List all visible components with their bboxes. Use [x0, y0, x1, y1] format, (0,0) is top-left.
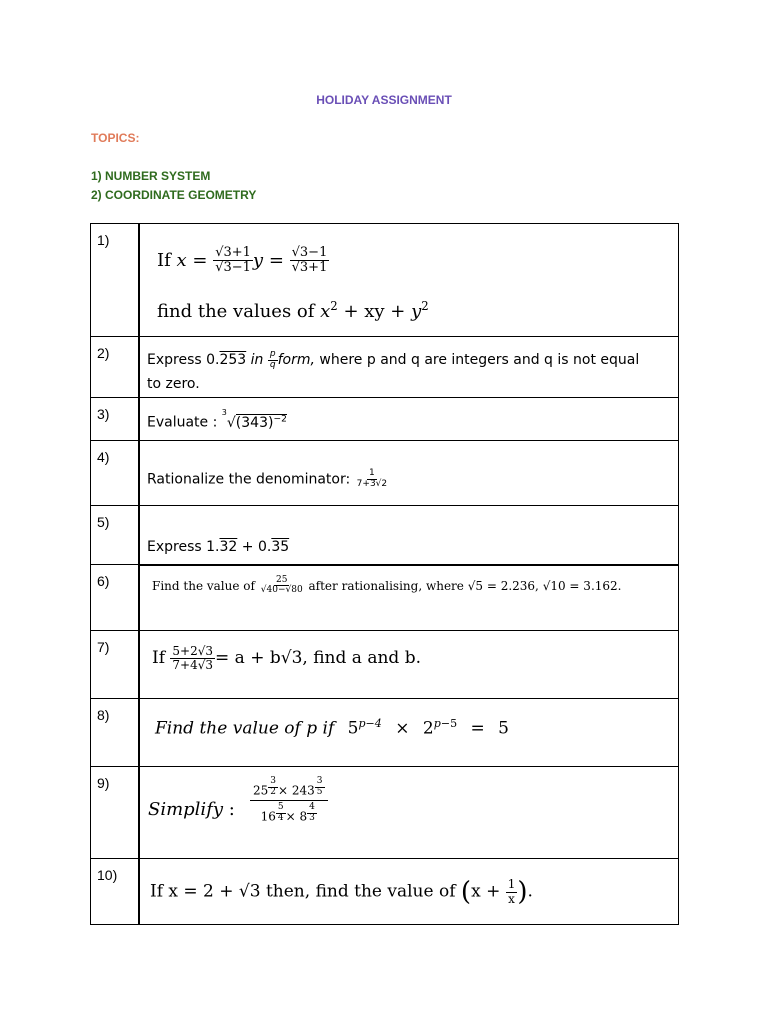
question-number: 9): [91, 767, 140, 859]
topic-2: 2) COORDINATE GEOMETRY: [91, 188, 257, 202]
q5-plus: + 0.: [237, 539, 272, 555]
q7-if: If: [152, 648, 166, 669]
q7-equation: = a + b√3,: [215, 648, 308, 669]
q1-find-text: find the values of: [157, 301, 315, 322]
q2-q: q: [269, 359, 276, 370]
question-number: 8): [91, 699, 140, 767]
q6-text: Find the value of: [152, 578, 255, 593]
q1-if: If: [157, 249, 171, 271]
question-number: 4): [91, 441, 140, 506]
topics-label: TOPICS:: [91, 131, 140, 145]
q2-form: form,: [277, 352, 315, 368]
q10-text: If x = 2 + √3 then, find the value of: [150, 881, 456, 902]
question-row-5: [91, 506, 679, 565]
q5-repeating-1: 32: [219, 539, 238, 555]
question-row-3: [91, 398, 679, 441]
q8-text: Find the value of p if: [155, 718, 335, 739]
q7-numerator: 5+2√3: [172, 644, 214, 658]
q7-rest: find a and b.: [313, 648, 421, 669]
q6-condition-1: √5 = 2.236,: [467, 578, 539, 593]
question-row-7: [91, 631, 679, 699]
q3-index: 3: [221, 408, 227, 417]
question-row-6: [91, 565, 679, 631]
question-content: If x = $\frac{√3+1}{√3-1}$ y = $\frac{√3-1}{√3+1}$ find the values of $x^2$ + xy + $y^2$: [139, 224, 679, 337]
question-row-9: [91, 767, 679, 859]
q4-label: Rationalize the denominator:: [147, 471, 355, 488]
q3-label: Evaluate :: [147, 414, 222, 431]
question-number: 10): [91, 859, 140, 925]
q9-colon: :: [228, 799, 235, 820]
q2-text: Express 0.: [147, 352, 220, 368]
q3-radicand: (343): [235, 414, 274, 431]
question-number: 1): [91, 224, 140, 337]
question-content: [139, 337, 679, 398]
q6-condition-2: √10 = 3.162.: [542, 578, 622, 593]
q3-exponent: −2: [273, 414, 287, 424]
q2-repeating: 253: [219, 352, 247, 368]
question-content: [139, 631, 679, 699]
q4-numerator: 1: [369, 468, 375, 478]
question-number: 7): [91, 631, 140, 699]
question-content: Simplify : 25 $^{\frac{3}{2}}$ × 243 $^{\frac{3}{5}}$ 16 $^{\frac{5}{4}}$ × 8 $^{\frac{4}{3}}$: [139, 767, 679, 859]
question-content: [139, 565, 679, 631]
question-number: 3): [91, 398, 140, 441]
q6-after: after rationalising, where: [308, 578, 464, 593]
question-row-8: [91, 699, 679, 767]
question-row-4: [91, 441, 679, 506]
question-row-10: [91, 859, 679, 925]
question-number: 2): [91, 337, 140, 398]
q4-denominator: 7+3√2: [356, 478, 388, 489]
q7-denominator: 7+4√3: [172, 658, 214, 673]
q5-repeating-2: 35: [271, 539, 290, 555]
question-content: Evaluate : $^3√(343)^{-2}$: [139, 398, 679, 441]
question-content: If x = 2 + √3 then, find the value of (x + $\frac{1}{x}$ ).: [139, 859, 679, 925]
q5-label: Express 1.: [147, 539, 220, 555]
question-content: [139, 506, 679, 565]
q2-in: in: [246, 352, 268, 368]
page-title: HOLIDAY ASSIGNMENT: [316, 93, 452, 107]
question-number: 6): [91, 565, 140, 631]
q2-rest: where p and q are integers and q is not equal to zero.: [147, 352, 640, 392]
question-content: Find the value of p if $5^{p-4} \times 2^{p-5} = 5$: [139, 699, 679, 767]
questions-table: [90, 223, 679, 925]
q9-label: Simplify: [148, 799, 224, 820]
question-content: [139, 441, 679, 506]
question-row-2: [91, 337, 679, 398]
question-number: 5): [91, 506, 140, 565]
q6-numerator: 25: [276, 574, 288, 585]
q6-denominator: √40−√80: [260, 585, 303, 596]
q2-p: p: [269, 348, 276, 359]
topic-1: 1) NUMBER SYSTEM: [91, 169, 211, 183]
question-row-1: [91, 224, 679, 337]
